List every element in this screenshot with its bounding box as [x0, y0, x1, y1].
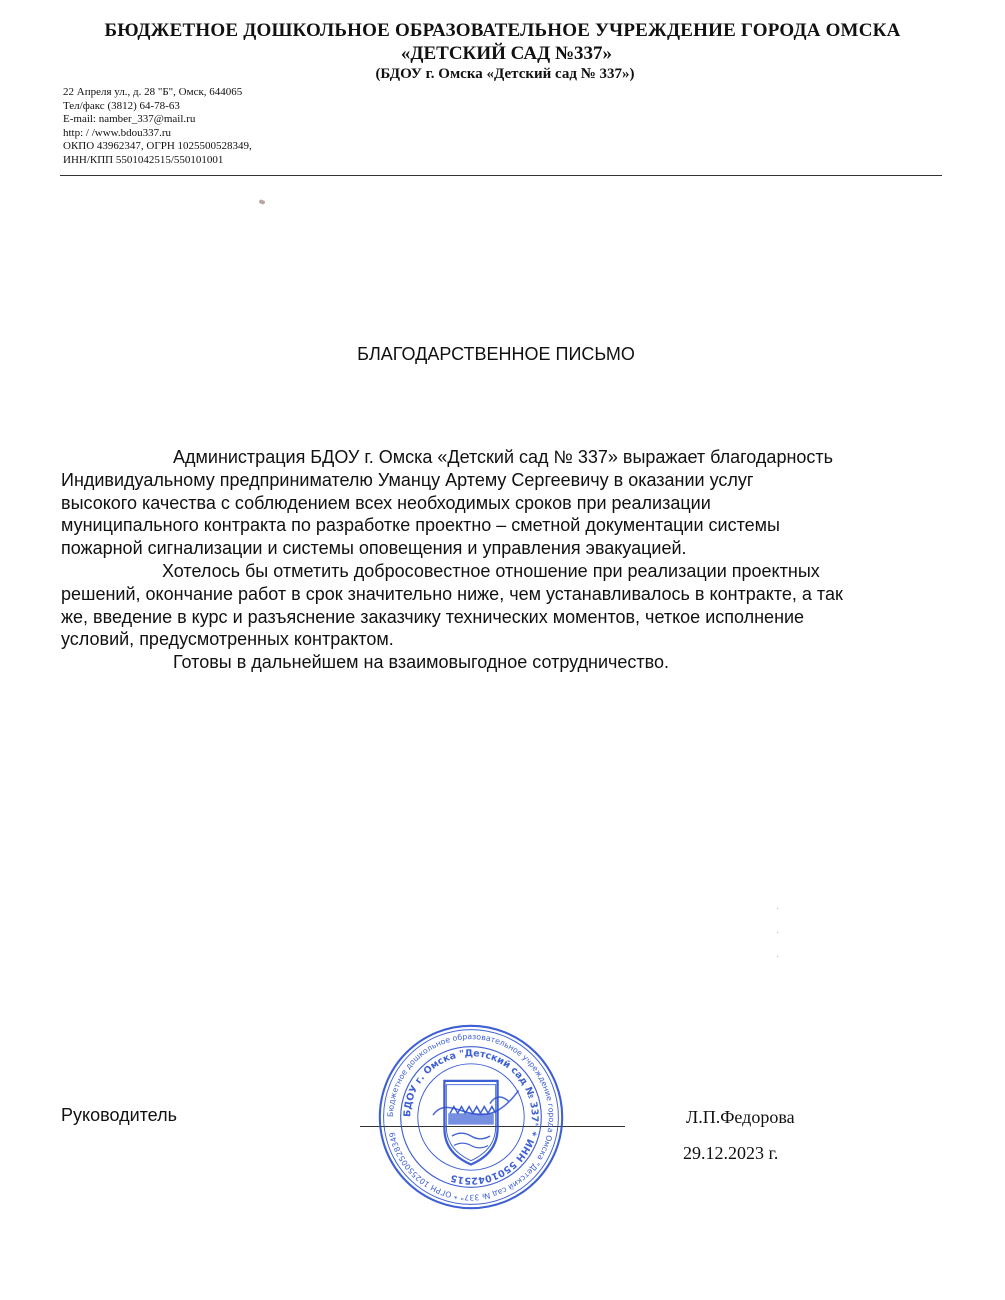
signatory-name: Л.П.Федорова — [686, 1107, 795, 1127]
body-line: Хотелось бы отметить добросовестное отношение при реализации проектных — [162, 560, 820, 581]
contact-block — [63, 86, 252, 168]
inn-kpp: ИНН/КПП 5501042515/550101001 — [63, 153, 224, 166]
body-line: же, введение в курс и разъяснение заказчику технических моментов, четкое исполнение — [61, 606, 805, 627]
scan-speck — [258, 199, 265, 205]
phone: Тел/факс (3812) 64-78-63 — [63, 99, 180, 112]
signature-date: 29.12.2023 г. — [683, 1143, 779, 1163]
letter-body — [61, 446, 941, 674]
org-short-name: (БДОУ г. Омска «Детский сад № 337») — [375, 66, 635, 82]
body-line: высокого качества с соблюдением всех необходимых сроков при реализации — [61, 492, 711, 513]
coat-of-arms-icon — [444, 1081, 497, 1165]
organization-seal — [376, 1022, 566, 1212]
body-line: решений, окончание работ в срок значительно ниже, чем устанавливалось в контракте, а так — [61, 583, 843, 604]
body-line: Администрация БДОУ г. Омска «Детский сад № 337» выражает благодарность — [173, 447, 834, 467]
address: 22 Апреля ул., д. 28 "Б", Омск, 644065 — [63, 86, 243, 98]
okpo-ogrn: ОКПО 43962347, ОГРН 1025500528349, — [63, 140, 252, 153]
body-line: Индивидуальному предпринимателю Уманцу Артему Сергеевичу в оказании услуг — [61, 469, 754, 490]
scan-artifacts: · · · — [776, 904, 780, 963]
body-line: муниципального контракта по разработке проектно – сметной документации системы — [61, 515, 780, 536]
signatory-role: Руководитель — [61, 1105, 177, 1125]
seal-outer-text: Бюджетное дошкольное образовательное учреждение города Омска "Детский сад № 337" * ОГРН 1025500528349 — [386, 1032, 556, 1202]
body-line: условий, предусмотренных контрактом. — [61, 629, 394, 650]
org-name-line1: БЮДЖЕТНОЕ ДОШКОЛЬНОЕ ОБРАЗОВАТЕЛЬНОЕ УЧРЕЖДЕНИЕ ГОРОДА ОМСКА — [104, 20, 901, 41]
header-divider — [60, 175, 942, 176]
org-name-line2: «ДЕТСКИЙ САД №337» — [400, 43, 613, 64]
document-title: БЛАГОДАРСТВЕННОЕ ПИСЬМО — [357, 344, 635, 364]
website: http: / /www.bdou337.ru — [63, 126, 172, 139]
seal-inner-text: БДОУ г. Омска "Детский сад № 337" * ИНН 5501042515 — [402, 1048, 540, 1186]
body-line: пожарной сигнализации и системы оповещения и управления эвакуацией. — [61, 538, 687, 559]
body-line: Готовы в дальнейшем на взаимовыгодное сотрудничество. — [173, 652, 670, 673]
email: E-mail: namber_337@mail.ru — [63, 113, 196, 126]
